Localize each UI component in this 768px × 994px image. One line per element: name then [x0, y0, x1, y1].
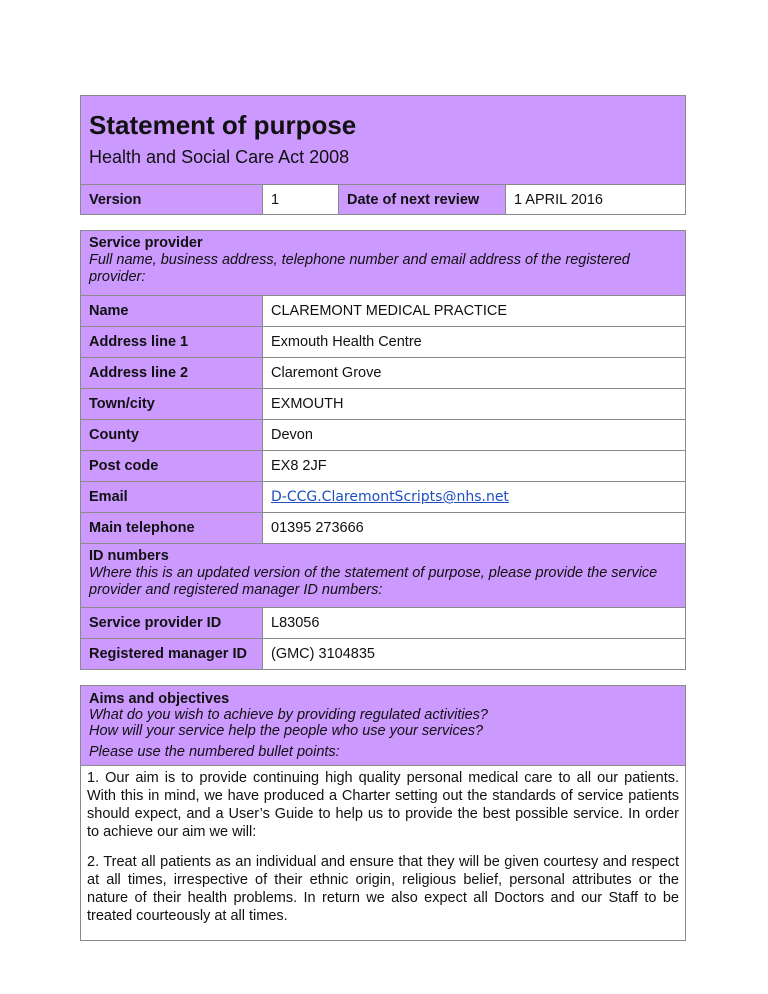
- name-value: CLAREMONT MEDICAL PRACTICE: [263, 296, 685, 326]
- table-row: [81, 450, 685, 481]
- registered-manager-id-value: (GMC) 3104835: [263, 639, 685, 669]
- county-value: Devon: [263, 420, 685, 450]
- row-label: Main telephone: [81, 513, 263, 543]
- aims-question-2: How will your service help the people who use your services?: [89, 723, 484, 739]
- table-row: [81, 388, 685, 419]
- table-row: [81, 481, 685, 512]
- page-subtitle: Health and Social Care Act 2008: [89, 147, 350, 167]
- aims-body: [81, 765, 685, 940]
- service-provider-instructions: Full name, business address, telephone number and email address of the registered provider:: [89, 252, 630, 285]
- title-block: [81, 96, 685, 184]
- row-label: Registered manager ID: [81, 639, 263, 669]
- row-label: Name: [81, 296, 263, 326]
- telephone-value: 01395 273666: [263, 513, 685, 543]
- address-line-1-value: Exmouth Health Centre: [263, 327, 685, 357]
- row-label: Address line 1: [81, 327, 263, 357]
- title-box: [80, 95, 686, 215]
- address-line-2-value: Claremont Grove: [263, 358, 685, 388]
- row-label: Service provider ID: [81, 608, 263, 638]
- table-row: [81, 607, 685, 638]
- table-row: [81, 295, 685, 326]
- row-label: Post code: [81, 451, 263, 481]
- aims-paragraph: 2. Treat all patients as an individual and ensure that they will be given courtesy and respect at all times, irrespective of their ethnic origin, religious belief, personal attributes or the nature of their health problems. In return we also expect all Doctors and our Staff to be treated courteously at all times.: [87, 854, 679, 924]
- town-value: EXMOUTH: [263, 389, 685, 419]
- row-label: Email: [81, 482, 263, 512]
- row-label: Address line 2: [81, 358, 263, 388]
- id-numbers-instructions: Where this is an updated version of the statement of purpose, please provide the service provider and registered manager ID numbers:: [89, 565, 658, 598]
- aims-instruction: Please use the numbered bullet points:: [89, 744, 340, 760]
- service-provider-header: [81, 231, 685, 295]
- row-label: County: [81, 420, 263, 450]
- service-provider-table: [80, 230, 686, 670]
- table-row: [81, 512, 685, 543]
- version-row: [81, 184, 685, 214]
- version-label: Version: [81, 185, 263, 214]
- service-provider-heading: Service provider: [89, 235, 203, 251]
- table-row: [81, 357, 685, 388]
- table-row: [81, 326, 685, 357]
- service-provider-id-value: L83056: [263, 608, 685, 638]
- id-numbers-heading: ID numbers: [89, 548, 169, 564]
- email-cell: [263, 482, 685, 512]
- email-link[interactable]: D-CCG.ClaremontScripts@nhs.net: [271, 489, 509, 505]
- review-date-value: 1 APRIL 2016: [506, 185, 685, 214]
- page-title: Statement of purpose: [89, 110, 357, 140]
- aims-heading: Aims and objectives: [89, 691, 230, 707]
- version-value: 1: [263, 185, 339, 214]
- aims-question-1: What do you wish to achieve by providing regulated activities?: [89, 707, 488, 723]
- table-row: [81, 419, 685, 450]
- review-date-label: Date of next review: [339, 185, 506, 214]
- aims-table: [80, 685, 686, 941]
- id-numbers-header-row: [81, 543, 685, 607]
- row-label: Town/city: [81, 389, 263, 419]
- postcode-value: EX8 2JF: [263, 451, 685, 481]
- id-numbers-header: [81, 544, 685, 607]
- aims-paragraph: 1. Our aim is to provide continuing high quality personal medical care to all our patients. With this in mind, we have produced a Charter setting out the standards of service patients should expect, and a User’s Guide to help us to provide the best possible service. In order to achieve our aim we will:: [87, 770, 679, 840]
- table-row: [81, 638, 685, 669]
- aims-header: [81, 686, 685, 765]
